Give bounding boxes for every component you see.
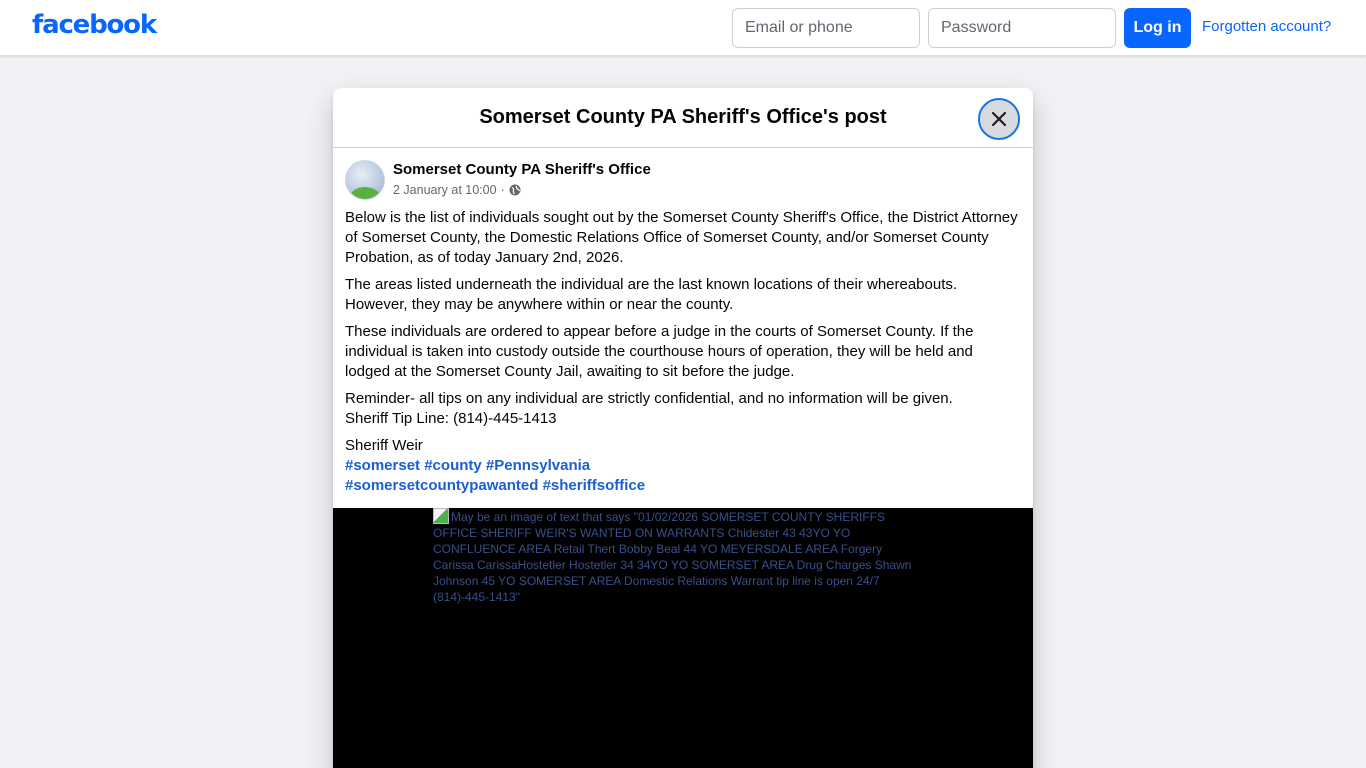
hashtag-somersetcountypawanted[interactable]: #somersetcountypawanted bbox=[345, 477, 539, 494]
broken-image-icon bbox=[433, 508, 449, 524]
page-avatar[interactable] bbox=[345, 160, 385, 200]
post-paragraph: These individuals are ordered to appear before a judge in the courts of Somerset County. If the individual is taken into custody outside the courthouse hours of operation, they will be held and lodged at the Somerset County Jail, awaiting to sit before the judge. bbox=[345, 323, 974, 380]
reminder-text: Reminder- all tips on any individual are strictly confidential, and no information will be given. bbox=[345, 390, 953, 407]
facebook-logo[interactable]: facebook bbox=[32, 10, 156, 40]
login-button[interactable]: Log in bbox=[1124, 8, 1191, 48]
post-signature-block bbox=[345, 436, 1021, 496]
hashtag-somerset[interactable]: #somerset bbox=[345, 457, 421, 474]
forgotten-account-link[interactable]: Forgotten account? bbox=[1202, 18, 1332, 35]
close-button[interactable] bbox=[978, 98, 1020, 140]
post-author[interactable]: Somerset County PA Sheriff's Office bbox=[393, 161, 651, 178]
dialog-title: Somerset County PA Sheriff's Office's post bbox=[479, 106, 887, 128]
alt-text-content: May be an image of text that says "01/02/2026 SOMERSET COUNTY SHERIFFS OFFICE SHERIFF WEIR'S WANTED ON WARRANTS Chidester 43 43YO YO CONFLUENCE AREA Retail Thert Bobby Beal 44 YO MEYERSDALE AREA Forgery Carissa CarissaHostetler Hostetler 34 34YO YO SOMERSET AREA Drug Charges Shawn Johnson 45 YO SOMERSET AREA Domestic Relations Warrant tip line is open 24/7 (814)-445-1413" bbox=[433, 510, 912, 604]
signature: Sheriff Weir bbox=[345, 437, 423, 454]
meta-separator: · bbox=[500, 183, 505, 197]
image-alt-text bbox=[433, 508, 923, 605]
post-header bbox=[333, 148, 1033, 204]
hashtag-county[interactable]: #county bbox=[424, 457, 482, 474]
avatar-image-placeholder bbox=[350, 187, 380, 200]
password-field[interactable] bbox=[928, 8, 1116, 48]
post-paragraph: Below is the list of individuals sought out by the Somerset County Sheriff's Office, the District Attorney of Somerset County, the Domestic Relations Office of Somerset County, and/or Somerset County Probation, as of today January 2nd, 2026. bbox=[345, 209, 1018, 266]
close-icon bbox=[990, 110, 1008, 128]
post-image[interactable] bbox=[333, 508, 1033, 768]
post-reminder bbox=[345, 389, 1021, 429]
dialog-header bbox=[333, 88, 1033, 148]
top-navigation-bar bbox=[0, 0, 1366, 56]
email-field[interactable] bbox=[732, 8, 920, 48]
tip-line: Sheriff Tip Line: (814)-445-1413 bbox=[345, 410, 557, 427]
hashtag-sheriffsoffice[interactable]: #sheriffsoffice bbox=[542, 477, 646, 494]
post-dialog bbox=[333, 88, 1033, 768]
globe-icon bbox=[509, 184, 521, 196]
hashtag-pennsylvania[interactable]: #Pennsylvania bbox=[485, 457, 591, 474]
post-timestamp[interactable]: 2 January at 10:00 bbox=[393, 183, 497, 197]
post-meta bbox=[393, 183, 521, 197]
post-text bbox=[333, 204, 1033, 496]
post-paragraph: The areas listed underneath the individual are the last known locations of their whereabouts. However, they may be anywhere within or near the county. bbox=[345, 276, 958, 313]
